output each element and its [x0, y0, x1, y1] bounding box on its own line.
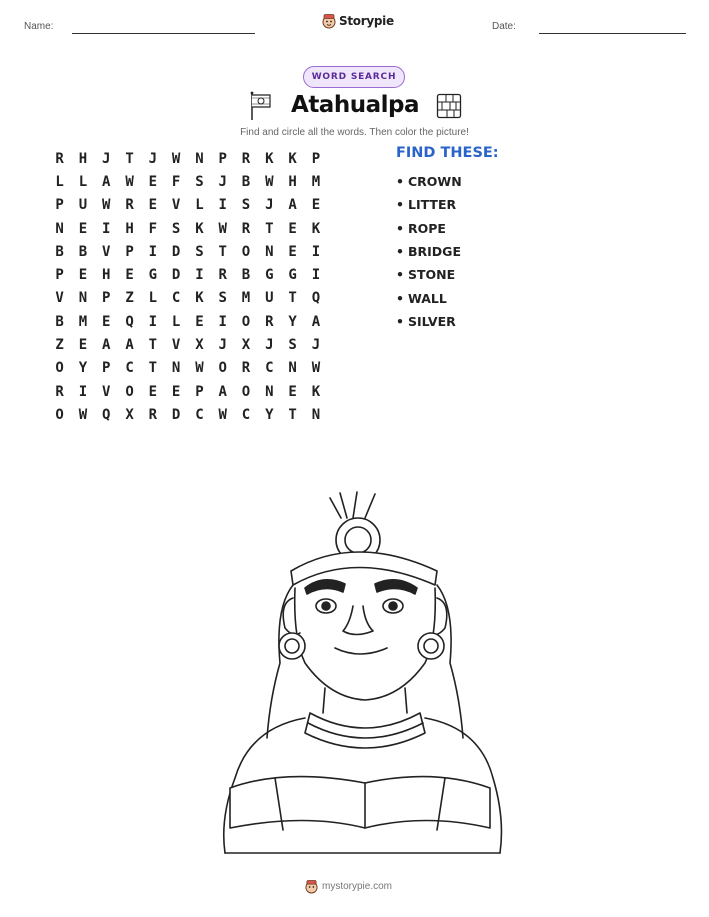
grid-letter[interactable]: Y [78, 360, 88, 377]
grid-letter[interactable]: W [171, 150, 181, 167]
bullet: • [396, 267, 404, 283]
grid-letter[interactable]: I [218, 313, 227, 330]
grid-row [48, 170, 328, 193]
grid-row [48, 240, 328, 263]
grid-letter[interactable]: B [55, 313, 64, 330]
grid-letter[interactable]: I [311, 243, 321, 260]
grid-letter[interactable]: G [265, 267, 274, 284]
brand-name: Storypie [339, 14, 394, 28]
find-these-heading: FIND THESE: [396, 145, 499, 161]
grid-letter[interactable]: B [78, 243, 88, 260]
word-list-item [396, 286, 462, 309]
grid-letter[interactable]: N [55, 220, 64, 237]
grid-letter[interactable]: R [241, 220, 251, 237]
grid-letter[interactable]: K [265, 150, 274, 167]
grid-letter[interactable]: C [125, 360, 134, 377]
name-blank-line[interactable] [72, 33, 255, 34]
grid-letter[interactable]: W [125, 173, 134, 190]
grid-letter[interactable]: M [311, 173, 321, 190]
grid-letter[interactable]: S [241, 197, 251, 214]
grid-letter[interactable]: R [55, 150, 64, 167]
word-list-item [396, 263, 462, 286]
grid-letter[interactable]: E [288, 220, 297, 237]
grid-letter[interactable]: V [171, 337, 181, 354]
word-list-item [396, 310, 462, 333]
grid-letter[interactable]: H [78, 150, 88, 167]
grid-letter[interactable]: E [125, 267, 134, 284]
grid-letter[interactable]: A [218, 383, 227, 400]
grid-letter[interactable]: E [148, 197, 158, 214]
bullet: • [396, 197, 404, 213]
date-blank-line[interactable] [539, 33, 686, 34]
grid-letter[interactable]: C [241, 406, 251, 423]
grid-letter[interactable]: X [195, 337, 204, 354]
grid-letter[interactable]: N [265, 243, 274, 260]
brand-logo [322, 13, 394, 29]
grid-letter[interactable]: E [148, 173, 158, 190]
grid-letter[interactable]: S [218, 290, 227, 307]
grid-letter[interactable]: N [311, 406, 321, 423]
grid-letter[interactable]: I [148, 243, 158, 260]
grid-letter[interactable]: T [148, 337, 158, 354]
grid-letter[interactable]: S [195, 173, 204, 190]
grid-letter[interactable]: K [311, 220, 321, 237]
grid-letter[interactable]: P [102, 360, 111, 377]
bullet: • [396, 174, 404, 190]
grid-letter[interactable]: K [311, 383, 321, 400]
grid-letter[interactable]: I [102, 220, 111, 237]
grid-letter[interactable]: O [218, 360, 227, 377]
grid-letter[interactable]: E [78, 220, 88, 237]
grid-letter[interactable]: P [218, 150, 227, 167]
grid-letter[interactable]: D [171, 267, 181, 284]
grid-letter[interactable]: A [102, 173, 111, 190]
grid-letter[interactable]: M [241, 290, 251, 307]
grid-letter[interactable]: J [265, 197, 274, 214]
name-label: Name: [24, 21, 54, 32]
word-label: CROWN [408, 174, 462, 190]
footer [305, 879, 392, 894]
grid-letter[interactable]: R [55, 383, 64, 400]
grid-letter[interactable]: R [218, 267, 227, 284]
grid-letter[interactable]: R [148, 406, 158, 423]
grid-letter[interactable]: P [311, 150, 321, 167]
grid-letter[interactable]: J [265, 337, 274, 354]
grid-letter[interactable]: B [241, 267, 251, 284]
grid-letter[interactable]: G [288, 267, 297, 284]
grid-letter[interactable]: O [241, 313, 251, 330]
grid-letter[interactable]: W [195, 360, 204, 377]
grid-letter[interactable]: R [241, 360, 251, 377]
grid-row [48, 217, 328, 240]
word-list-item [396, 193, 462, 216]
grid-letter[interactable]: L [55, 173, 64, 190]
grid-letter[interactable]: N [195, 150, 204, 167]
grid-letter[interactable]: N [288, 360, 297, 377]
grid-letter[interactable]: P [102, 290, 111, 307]
storypie-mascot-icon [322, 13, 336, 29]
grid-letter[interactable]: A [125, 337, 134, 354]
grid-letter[interactable]: H [125, 220, 134, 237]
grid-letter[interactable]: Y [265, 406, 274, 423]
storypie-mascot-icon [305, 879, 318, 894]
grid-letter[interactable]: E [288, 243, 297, 260]
grid-letter[interactable]: H [288, 173, 297, 190]
grid-letter[interactable]: T [288, 406, 297, 423]
grid-letter[interactable]: N [265, 383, 274, 400]
grid-letter[interactable]: M [78, 313, 88, 330]
flag-icon [249, 91, 273, 121]
grid-letter[interactable]: R [125, 197, 134, 214]
grid-letter[interactable]: O [55, 360, 64, 377]
grid-letter[interactable]: F [171, 173, 181, 190]
grid-letter[interactable]: J [102, 150, 111, 167]
grid-row [48, 333, 328, 356]
grid-letter[interactable]: E [78, 267, 88, 284]
word-label: BRIDGE [408, 244, 461, 260]
grid-letter[interactable]: E [288, 383, 297, 400]
grid-letter[interactable]: C [171, 290, 181, 307]
word-list-item [396, 217, 462, 240]
word-list-item [396, 170, 462, 193]
grid-letter[interactable]: A [102, 337, 111, 354]
bullet: • [396, 220, 404, 236]
grid-letter[interactable]: O [241, 383, 251, 400]
date-label: Date: [492, 21, 516, 32]
bullet: • [396, 244, 404, 260]
grid-letter[interactable]: E [78, 337, 88, 354]
grid-letter[interactable]: K [195, 290, 204, 307]
grid-letter[interactable]: B [55, 243, 64, 260]
grid-letter[interactable]: V [102, 383, 111, 400]
grid-letter[interactable]: D [171, 406, 181, 423]
grid-row [48, 147, 328, 170]
grid-letter[interactable]: X [125, 406, 134, 423]
grid-letter[interactable]: Y [288, 313, 297, 330]
grid-letter[interactable]: J [311, 337, 321, 354]
grid-letter[interactable]: B [241, 173, 251, 190]
grid-letter[interactable]: Z [125, 290, 134, 307]
grid-row [48, 287, 328, 310]
grid-letter[interactable]: T [218, 243, 227, 260]
grid-letter[interactable]: U [265, 290, 274, 307]
grid-letter[interactable]: N [78, 290, 88, 307]
grid-letter[interactable]: I [311, 267, 321, 284]
grid-letter[interactable]: N [171, 360, 181, 377]
grid-letter[interactable]: F [148, 220, 158, 237]
grid-letter[interactable]: S [288, 337, 297, 354]
grid-row [48, 357, 328, 380]
word-label: SILVER [408, 313, 456, 329]
grid-letter[interactable]: E [311, 197, 321, 214]
word-label: WALL [408, 290, 447, 306]
grid-row [48, 403, 328, 426]
grid-letter[interactable]: G [148, 267, 158, 284]
grid-letter[interactable]: K [195, 220, 204, 237]
grid-letter[interactable]: Q [311, 290, 321, 307]
grid-letter[interactable]: E [102, 313, 111, 330]
grid-letter[interactable]: T [125, 150, 134, 167]
grid-letter[interactable]: P [125, 243, 134, 260]
grid-letter[interactable]: W [218, 220, 227, 237]
grid-letter[interactable]: A [288, 197, 297, 214]
grid-letter[interactable]: V [171, 197, 181, 214]
grid-letter[interactable]: J [218, 173, 227, 190]
grid-letter[interactable]: I [148, 313, 158, 330]
grid-letter[interactable]: I [78, 383, 88, 400]
grid-letter[interactable]: R [241, 150, 251, 167]
page-title: Atahualpa [291, 92, 419, 118]
grid-letter[interactable]: O [241, 243, 251, 260]
grid-letter[interactable]: L [78, 173, 88, 190]
grid-letter[interactable]: R [265, 313, 274, 330]
word-label: ROPE [408, 220, 446, 236]
grid-letter[interactable]: E [148, 383, 158, 400]
grid-letter[interactable]: Z [55, 337, 64, 354]
grid-letter[interactable]: D [171, 243, 181, 260]
grid-row [48, 263, 328, 286]
grid-letter[interactable]: T [288, 290, 297, 307]
grid-letter[interactable]: W [311, 360, 321, 377]
grid-letter[interactable]: V [55, 290, 64, 307]
grid-letter[interactable]: Q [102, 406, 111, 423]
bullet: • [396, 313, 404, 329]
grid-letter[interactable]: J [218, 337, 227, 354]
grid-letter[interactable]: O [55, 406, 64, 423]
grid-letter[interactable]: L [195, 197, 204, 214]
stone-wall-icon [436, 93, 462, 119]
grid-letter[interactable]: L [171, 313, 181, 330]
grid-row [48, 310, 328, 333]
grid-letter[interactable]: L [148, 290, 158, 307]
grid-letter[interactable]: T [148, 360, 158, 377]
grid-letter[interactable]: O [125, 383, 134, 400]
grid-row [48, 194, 328, 217]
grid-letter[interactable]: S [171, 220, 181, 237]
grid-letter[interactable]: W [78, 406, 88, 423]
word-list [396, 170, 462, 333]
grid-letter[interactable]: E [195, 313, 204, 330]
grid-letter[interactable]: A [311, 313, 321, 330]
grid-letter[interactable]: S [195, 243, 204, 260]
grid-row [48, 380, 328, 403]
grid-letter[interactable]: E [171, 383, 181, 400]
grid-letter[interactable]: P [55, 197, 64, 214]
grid-letter[interactable]: K [288, 150, 297, 167]
grid-letter[interactable]: I [218, 197, 227, 214]
word-list-item [396, 240, 462, 263]
atahualpa-portrait-illustration [205, 488, 505, 858]
grid-letter[interactable]: Q [125, 313, 134, 330]
instructions: Find and circle all the words. Then color the picture! [240, 127, 469, 138]
letter-grid[interactable] [48, 147, 328, 427]
grid-letter[interactable]: P [195, 383, 204, 400]
grid-letter[interactable]: H [102, 267, 111, 284]
footer-url[interactable]: mystorypie.com [322, 881, 393, 892]
bullet: • [396, 290, 404, 306]
grid-letter[interactable]: W [102, 197, 111, 214]
grid-letter[interactable]: W [265, 173, 274, 190]
grid-letter[interactable]: C [195, 406, 204, 423]
word-label: LITTER [408, 197, 457, 213]
grid-letter[interactable]: J [148, 150, 158, 167]
grid-letter[interactable]: T [265, 220, 274, 237]
grid-letter[interactable]: P [55, 267, 64, 284]
word-search-badge: WORD SEARCH [303, 66, 405, 88]
grid-letter[interactable]: X [241, 337, 251, 354]
word-label: STONE [408, 267, 456, 283]
grid-letter[interactable]: C [265, 360, 274, 377]
grid-letter[interactable]: U [78, 197, 88, 214]
grid-letter[interactable]: W [218, 406, 227, 423]
grid-letter[interactable]: V [102, 243, 111, 260]
grid-letter[interactable]: I [195, 267, 204, 284]
